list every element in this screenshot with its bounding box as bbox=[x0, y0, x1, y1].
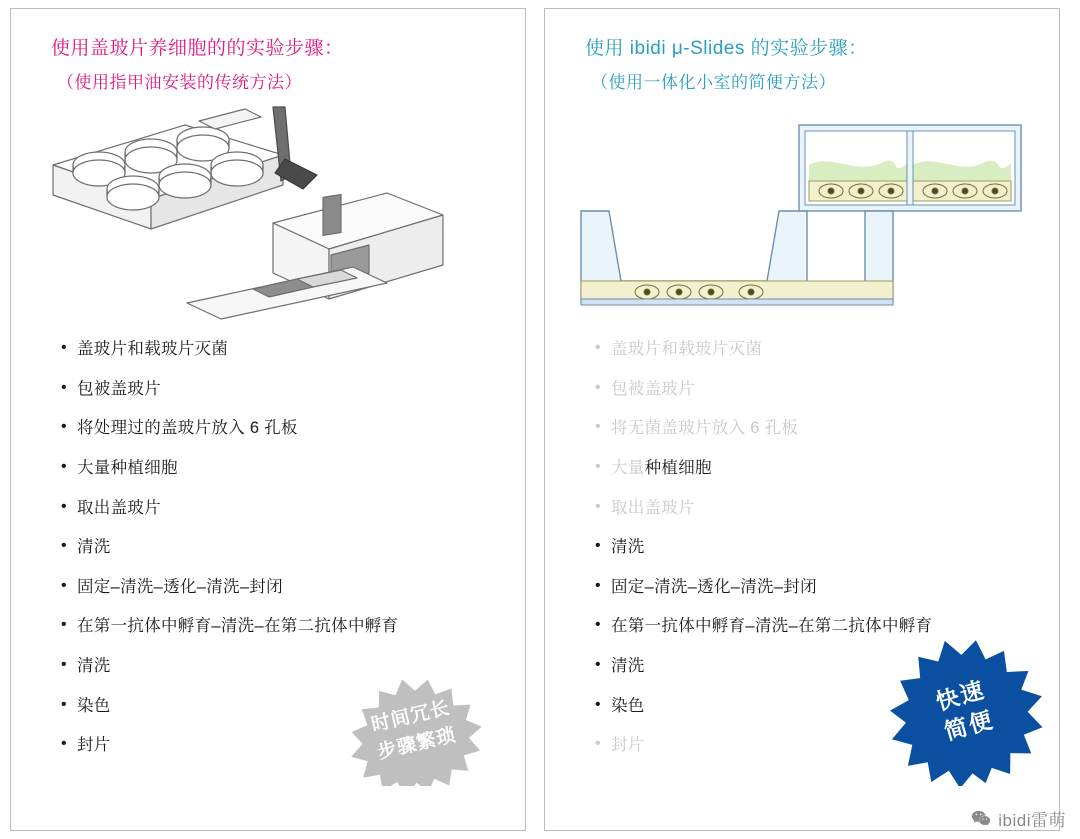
right-stamp-badge bbox=[879, 636, 1051, 786]
wechat-label: ibidi雷萌 bbox=[998, 811, 1066, 830]
list-item: • 清洗 bbox=[61, 537, 501, 558]
list-item: • 在第一抗体中孵育–清洗–在第二抗体中孵育 bbox=[61, 616, 501, 637]
list-item-partial: • 大量种植细胞 bbox=[595, 458, 1035, 479]
left-panel-subtitle: （使用指甲油安装的传统方法） bbox=[57, 72, 302, 92]
list-item: • 固定–清洗–透化–清洗–封闭 bbox=[61, 577, 501, 598]
ibidi-mu-slide-channel-illustration bbox=[569, 103, 1039, 333]
left-stamp-line2: 步骤繁琐 bbox=[375, 724, 459, 764]
right-panel-subtitle: （使用一体化小室的简便方法） bbox=[591, 72, 836, 92]
list-item: • 固定–清洗–透化–清洗–封闭 bbox=[595, 577, 1035, 598]
wechat-icon bbox=[970, 808, 992, 830]
list-item: • 染色 bbox=[595, 696, 1035, 717]
list-item: • 将无菌盖玻片放入 6 孔板 bbox=[595, 418, 1035, 439]
left-stamp-badge bbox=[329, 676, 499, 786]
list-item: • 清洗 bbox=[595, 656, 1035, 677]
left-panel-title: 使用盖玻片养细胞的的实验步骤： bbox=[51, 38, 344, 59]
list-item: • 封片 bbox=[595, 735, 1035, 756]
right-stamp-line2: 简便 bbox=[941, 706, 997, 745]
right-panel bbox=[544, 8, 1060, 831]
list-item: • 盖玻片和载玻片灭菌 bbox=[595, 339, 1035, 360]
left-illustration bbox=[35, 103, 501, 333]
list-item: • 包被盖玻片 bbox=[61, 379, 501, 400]
list-item: • 取出盖玻片 bbox=[595, 498, 1035, 519]
left-stamp-line1: 时间冗长 bbox=[369, 698, 453, 737]
right-panel-title: 使用 ibidi μ-Slides 的实验步骤： bbox=[585, 38, 868, 59]
right-stamp-line1: 快速 bbox=[932, 676, 989, 715]
list-item: • 在第一抗体中孵育–清洗–在第二抗体中孵育 bbox=[595, 616, 1035, 637]
list-item: • 大量种植细胞 bbox=[61, 458, 501, 479]
right-illustration bbox=[569, 103, 1035, 333]
list-item: • 清洗 bbox=[595, 537, 1035, 558]
list-item: • 盖玻片和载玻片灭菌 bbox=[61, 339, 501, 360]
list-item-highlight: 种植细胞 bbox=[644, 458, 712, 477]
6-well-plate-coverslip-illustration bbox=[35, 103, 505, 333]
list-item: • 清洗 bbox=[61, 656, 501, 677]
list-item: • 取出盖玻片 bbox=[61, 498, 501, 519]
left-panel bbox=[10, 8, 526, 831]
list-item: • 将处理过的盖玻片放入 6 孔板 bbox=[61, 418, 501, 439]
list-item: • 染色 bbox=[61, 696, 501, 717]
list-item: • 包被盖玻片 bbox=[595, 379, 1035, 400]
wechat-credit bbox=[970, 806, 1066, 831]
list-item: • 封片 bbox=[61, 735, 501, 756]
